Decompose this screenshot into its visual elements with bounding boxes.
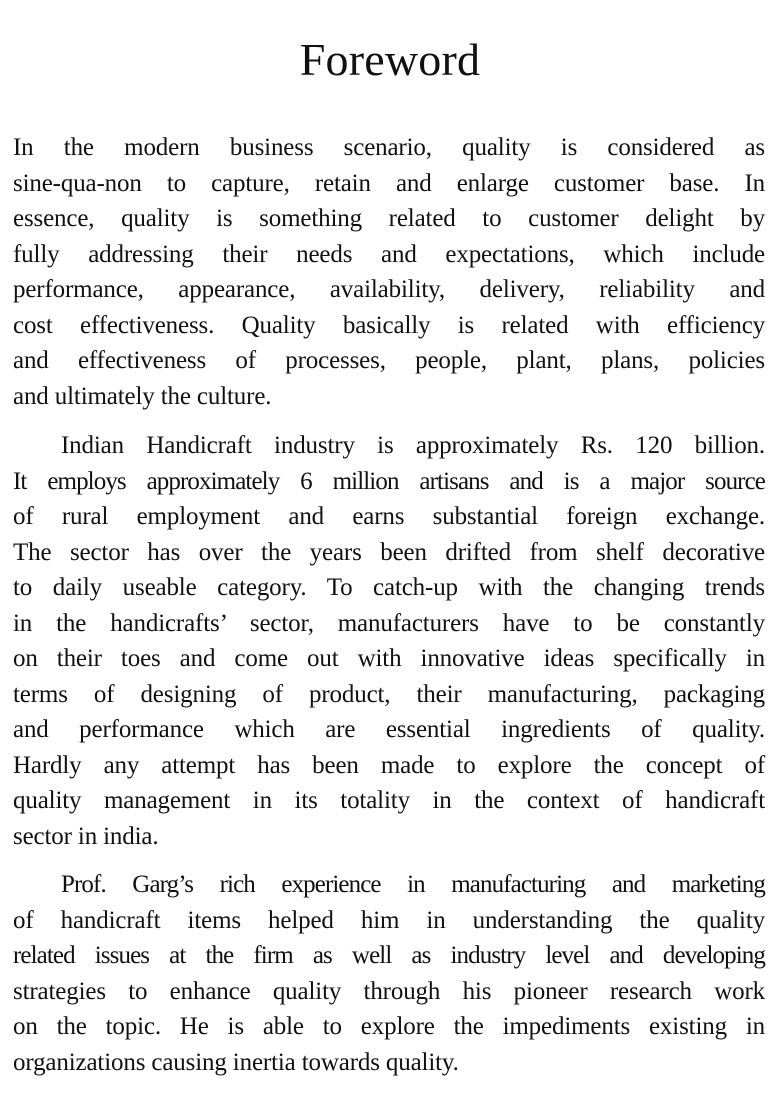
text-line: organizations causing inertia towards quality. <box>13 1048 459 1076</box>
text-line: and effectiveness of processes, people, plant, plans, policies <box>13 347 765 374</box>
text-line: performance, appearance, availability, delivery, reliability and <box>13 276 765 303</box>
text-line: and ultimately the culture. <box>13 382 272 410</box>
text-line: cost effectiveness. Quality basically is related with efficiency <box>13 311 765 339</box>
text-line: on their toes and come out with innovative ideas specifically in <box>13 645 765 672</box>
text-line: fully addressing their needs and expectations, which include <box>13 240 765 268</box>
text-line: sine-qua-non to capture, retain and enlarge customer base. In <box>13 169 765 197</box>
text-line: of rural employment and earns substantial foreign exchange. <box>13 503 765 530</box>
text-line: Prof. Garg’s rich experience in manufacturing and marketing <box>61 871 765 898</box>
text-line: sector in india. <box>13 822 159 850</box>
text-line: related issues at the firm as well as industry level and developing <box>13 942 765 969</box>
text-line: of handicraft items helped him in understanding the quality <box>13 906 765 934</box>
text-line: on the topic. He is able to explore the impediments existing in <box>13 1013 765 1040</box>
text-line: quality management in its totality in the context of handicraft <box>13 787 765 814</box>
text-line: and performance which are essential ingredients of quality. <box>13 716 765 743</box>
text-line: terms of designing of product, their manufacturing, packaging <box>13 680 765 708</box>
text-line: In the modern business scenario, quality is considered as <box>13 134 765 161</box>
page-title: Foreword <box>299 34 481 85</box>
text-line: Hardly any attempt has been made to explore the concept of <box>13 751 765 779</box>
text-line: essence, quality is something related to customer delight by <box>13 205 765 232</box>
text-line: Indian Handicraft industry is approximately Rs. 120 billion. <box>61 432 765 459</box>
text-line: The sector has over the years been drifted from shelf decorative <box>13 538 765 566</box>
text-line: to daily useable category. To catch-up with the changing trends <box>13 574 765 601</box>
text-line: It employs approximately 6 million artisans and is a major source <box>13 467 765 495</box>
text-line: in the handicrafts’ sector, manufacturers have to be constantly <box>13 609 765 637</box>
text-line: strategies to enhance quality through his pioneer research work <box>13 977 765 1005</box>
